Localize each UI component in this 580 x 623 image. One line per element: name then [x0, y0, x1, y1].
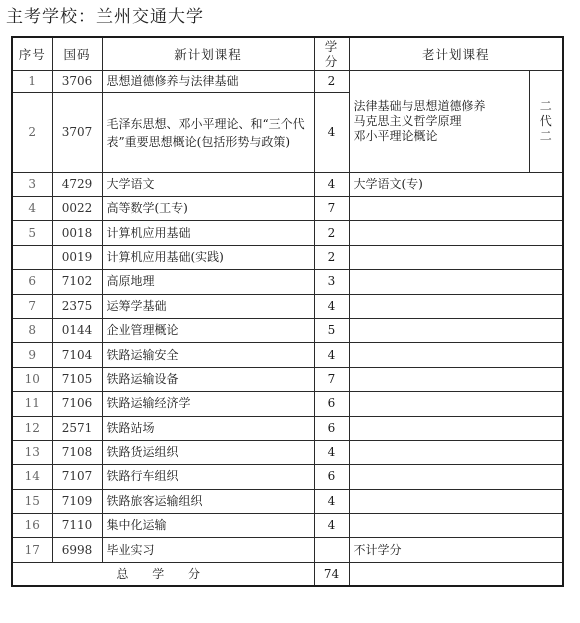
code-cell: 7105	[52, 367, 102, 391]
old-course-cell	[349, 245, 563, 269]
old-course-group	[349, 71, 529, 173]
old-course-cell	[349, 318, 563, 342]
seq-cell: 3	[12, 173, 52, 197]
old-course-cell: 大学语文(专)	[349, 173, 563, 197]
old-course-cell	[349, 270, 563, 294]
table-row	[12, 392, 563, 416]
header-row	[12, 37, 563, 71]
credit-cell: 2	[314, 71, 349, 93]
page-title: 主考学校：兰州交通大学	[6, 7, 204, 27]
course-name-cell: 计算机应用基础	[102, 221, 314, 245]
old-course-line: 马克思主义哲学原理	[353, 114, 462, 128]
code-cell: 4729	[52, 173, 102, 197]
seq-cell: 16	[12, 514, 52, 538]
total-credit: 74	[314, 562, 349, 586]
course-name-cell: 铁路站场	[102, 416, 314, 440]
header-credit: 学分	[314, 37, 349, 71]
old-course-cell	[349, 294, 563, 318]
course-name-cell: 思想道德修养与法律基础	[102, 71, 314, 93]
header-old-course: 老计划课程	[349, 37, 563, 71]
course-name-cell: 铁路旅客运输组织	[102, 489, 314, 513]
seq-cell: 13	[12, 440, 52, 464]
code-cell: 7108	[52, 440, 102, 464]
seq-cell	[12, 245, 52, 269]
course-name-cell: 铁路货运组织	[102, 440, 314, 464]
seq-cell: 1	[12, 71, 52, 93]
code-cell: 3706	[52, 71, 102, 93]
table-row	[12, 416, 563, 440]
old-course-cell	[349, 392, 563, 416]
table-row	[12, 197, 563, 221]
course-table	[11, 36, 564, 587]
seq-cell: 2	[12, 93, 52, 173]
table-row	[12, 538, 563, 562]
table-row	[12, 221, 563, 245]
header-new-course: 新计划课程	[102, 37, 314, 71]
seq-cell: 8	[12, 318, 52, 342]
course-name-cell: 铁路运输设备	[102, 367, 314, 391]
credit-cell: 2	[314, 245, 349, 269]
course-name-cell: 铁路运输经济学	[102, 392, 314, 416]
credit-cell: 4	[314, 343, 349, 367]
seq-cell: 14	[12, 465, 52, 489]
table-row	[12, 489, 563, 513]
credit-cell: 5	[314, 318, 349, 342]
code-cell: 7110	[52, 514, 102, 538]
credit-cell: 4	[314, 173, 349, 197]
old-course-cell	[349, 465, 563, 489]
table-row	[12, 440, 563, 464]
seq-cell: 17	[12, 538, 52, 562]
code-cell: 2571	[52, 416, 102, 440]
table-row	[12, 514, 563, 538]
credit-cell: 4	[314, 93, 349, 173]
total-label: 总 学 分	[12, 562, 314, 586]
credit-cell: 6	[314, 392, 349, 416]
table-row	[12, 294, 563, 318]
code-cell: 0022	[52, 197, 102, 221]
code-cell: 3707	[52, 93, 102, 173]
note-char: 二	[539, 99, 552, 113]
credit-cell: 2	[314, 221, 349, 245]
table-row	[12, 270, 563, 294]
total-old-cell	[349, 562, 563, 586]
course-name-cell: 大学语文	[102, 173, 314, 197]
code-cell: 2375	[52, 294, 102, 318]
seq-cell: 12	[12, 416, 52, 440]
code-cell: 0144	[52, 318, 102, 342]
old-course-note	[529, 71, 563, 173]
old-course-cell	[349, 197, 563, 221]
code-cell: 0018	[52, 221, 102, 245]
old-course-cell	[349, 343, 563, 367]
old-course-cell	[349, 416, 563, 440]
old-course-line: 法律基础与思想道德修养	[353, 99, 486, 113]
course-name-cell: 集中化运输	[102, 514, 314, 538]
credit-cell: 6	[314, 416, 349, 440]
code-cell: 7109	[52, 489, 102, 513]
old-course-cell: 不计学分	[349, 538, 563, 562]
table-row	[12, 71, 563, 93]
old-course-cell	[349, 514, 563, 538]
code-cell: 7102	[52, 270, 102, 294]
course-name-cell: 毛泽东思想、邓小平理论、和“三个代表”重要思想概论(包括形势与政策)	[102, 93, 314, 173]
table-row	[12, 245, 563, 269]
course-name-cell: 毕业实习	[102, 538, 314, 562]
table-row	[12, 318, 563, 342]
total-row	[12, 562, 563, 586]
code-cell: 7104	[52, 343, 102, 367]
seq-cell: 9	[12, 343, 52, 367]
code-cell: 7106	[52, 392, 102, 416]
table-row	[12, 367, 563, 391]
course-name-cell: 铁路运输安全	[102, 343, 314, 367]
note-char: 二	[539, 129, 552, 143]
seq-cell: 15	[12, 489, 52, 513]
code-cell: 0019	[52, 245, 102, 269]
credit-cell	[314, 538, 349, 562]
old-course-cell	[349, 367, 563, 391]
note-char: 代	[539, 114, 552, 128]
old-course-cell	[349, 440, 563, 464]
course-name-cell: 铁路行车组织	[102, 465, 314, 489]
credit-cell: 6	[314, 465, 349, 489]
seq-cell: 4	[12, 197, 52, 221]
credit-cell: 4	[314, 489, 349, 513]
code-cell: 7107	[52, 465, 102, 489]
seq-cell: 6	[12, 270, 52, 294]
seq-cell: 7	[12, 294, 52, 318]
old-course-line: 邓小平理论概论	[353, 129, 438, 143]
credit-cell: 3	[314, 270, 349, 294]
seq-cell: 11	[12, 392, 52, 416]
old-course-cell	[349, 489, 563, 513]
old-course-cell	[349, 221, 563, 245]
credit-cell: 7	[314, 197, 349, 221]
table-row	[12, 343, 563, 367]
course-name-cell: 高等数学(工专)	[102, 197, 314, 221]
credit-cell: 7	[314, 367, 349, 391]
table-row	[12, 173, 563, 197]
credit-cell: 4	[314, 294, 349, 318]
course-name-cell: 计算机应用基础(实践)	[102, 245, 314, 269]
header-code: 国码	[52, 37, 102, 71]
seq-cell: 10	[12, 367, 52, 391]
header-seq: 序号	[12, 37, 52, 71]
course-name-cell: 高原地理	[102, 270, 314, 294]
code-cell: 6998	[52, 538, 102, 562]
table-row	[12, 465, 563, 489]
course-name-cell: 运筹学基础	[102, 294, 314, 318]
credit-cell: 4	[314, 440, 349, 464]
credit-cell: 4	[314, 514, 349, 538]
seq-cell: 5	[12, 221, 52, 245]
course-name-cell: 企业管理概论	[102, 318, 314, 342]
